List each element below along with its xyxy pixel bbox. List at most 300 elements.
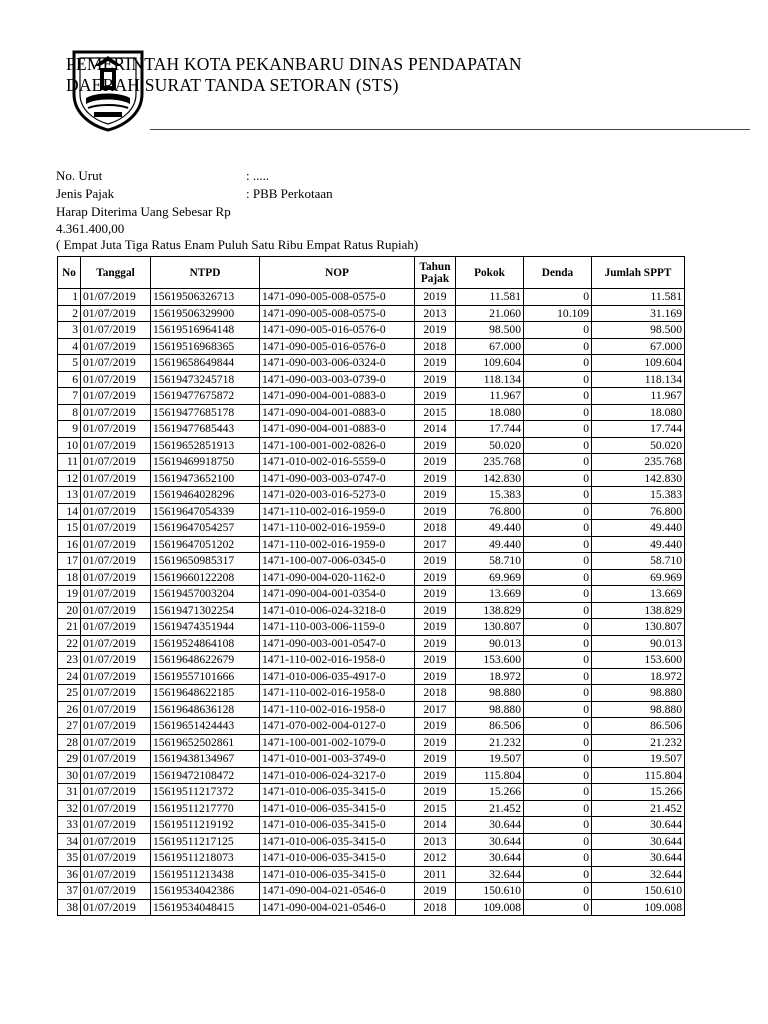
cell-tanggal: 01/07/2019 — [81, 817, 151, 834]
cell-denda: 0 — [524, 470, 592, 487]
cell-no: 32 — [58, 800, 81, 817]
cell-pokok: 58.710 — [456, 553, 524, 570]
cell-no: 20 — [58, 602, 81, 619]
cell-tahun: 2018 — [415, 338, 456, 355]
cell-pokok: 69.969 — [456, 569, 524, 586]
cell-jumlah: 58.710 — [592, 553, 685, 570]
cell-tahun: 2019 — [415, 553, 456, 570]
table-row — [58, 569, 685, 586]
cell-tahun: 2018 — [415, 899, 456, 916]
cell-denda: 0 — [524, 520, 592, 537]
cell-ntpd: 15619660122208 — [151, 569, 260, 586]
title-line-2: DAERAH SURAT TANDA SETORAN (STS) — [66, 75, 399, 95]
cell-ntpd: 15619438134967 — [151, 751, 260, 768]
header-ntpd: NTPD — [151, 257, 260, 289]
cell-ntpd: 15619464028296 — [151, 487, 260, 504]
cell-jumlah: 11.581 — [592, 289, 685, 306]
cell-tahun: 2011 — [415, 866, 456, 883]
cell-nop: 1471-090-004-001-0354-0 — [260, 586, 415, 603]
table-row — [58, 784, 685, 801]
cell-no: 19 — [58, 586, 81, 603]
cell-no: 4 — [58, 338, 81, 355]
table-row — [58, 800, 685, 817]
cell-tanggal: 01/07/2019 — [81, 553, 151, 570]
cell-nop: 1471-090-004-001-0883-0 — [260, 421, 415, 438]
cell-denda: 0 — [524, 536, 592, 553]
cell-tanggal: 01/07/2019 — [81, 668, 151, 685]
cell-nop: 1471-010-006-035-3415-0 — [260, 833, 415, 850]
cell-jumlah: 17.744 — [592, 421, 685, 438]
cell-ntpd: 15619477675872 — [151, 388, 260, 405]
cell-tanggal: 01/07/2019 — [81, 586, 151, 603]
cell-ntpd: 15619506329900 — [151, 305, 260, 322]
cell-tanggal: 01/07/2019 — [81, 784, 151, 801]
cell-ntpd: 15619511217372 — [151, 784, 260, 801]
cell-denda: 0 — [524, 718, 592, 735]
cell-pokok: 76.800 — [456, 503, 524, 520]
header-tahun-pajak: Tahun Pajak — [415, 257, 456, 289]
cell-nop: 1471-090-005-016-0576-0 — [260, 322, 415, 339]
cell-ntpd: 15619511219192 — [151, 817, 260, 834]
cell-no: 13 — [58, 487, 81, 504]
payment-table — [57, 256, 685, 916]
cell-pokok: 98.880 — [456, 701, 524, 718]
cell-no: 35 — [58, 850, 81, 867]
cell-pokok: 109.008 — [456, 899, 524, 916]
cell-pokok: 115.804 — [456, 767, 524, 784]
cell-no: 16 — [58, 536, 81, 553]
cell-ntpd: 15619648622185 — [151, 685, 260, 702]
cell-nop: 1471-090-003-003-0747-0 — [260, 470, 415, 487]
table-row — [58, 586, 685, 603]
cell-nop: 1471-010-006-035-3415-0 — [260, 817, 415, 834]
document-title — [66, 54, 522, 96]
cell-nop: 1471-100-001-002-0826-0 — [260, 437, 415, 454]
cell-tanggal: 01/07/2019 — [81, 751, 151, 768]
table-row — [58, 355, 685, 372]
cell-no: 17 — [58, 553, 81, 570]
cell-nop: 1471-110-002-016-1959-0 — [260, 503, 415, 520]
cell-tahun: 2019 — [415, 355, 456, 372]
cell-jumlah: 21.452 — [592, 800, 685, 817]
cell-pokok: 98.500 — [456, 322, 524, 339]
table-row — [58, 421, 685, 438]
cell-tanggal: 01/07/2019 — [81, 404, 151, 421]
header-tanggal: Tanggal — [81, 257, 151, 289]
cell-pokok: 130.807 — [456, 619, 524, 636]
cell-tanggal: 01/07/2019 — [81, 685, 151, 702]
cell-nop: 1471-020-003-016-5273-0 — [260, 487, 415, 504]
cell-jumlah: 31.169 — [592, 305, 685, 322]
cell-jumlah: 109.604 — [592, 355, 685, 372]
cell-tanggal: 01/07/2019 — [81, 635, 151, 652]
cell-denda: 0 — [524, 454, 592, 471]
cell-tahun: 2015 — [415, 404, 456, 421]
cell-tanggal: 01/07/2019 — [81, 619, 151, 636]
cell-nop: 1471-070-002-004-0127-0 — [260, 718, 415, 735]
cell-tanggal: 01/07/2019 — [81, 520, 151, 537]
cell-jumlah: 98.880 — [592, 685, 685, 702]
cell-denda: 0 — [524, 685, 592, 702]
cell-nop: 1471-090-004-001-0883-0 — [260, 404, 415, 421]
cell-jumlah: 130.807 — [592, 619, 685, 636]
cell-nop: 1471-010-006-024-3217-0 — [260, 767, 415, 784]
cell-denda: 10.109 — [524, 305, 592, 322]
cell-tanggal: 01/07/2019 — [81, 388, 151, 405]
cell-jumlah: 86.506 — [592, 718, 685, 735]
header-no: No — [58, 257, 81, 289]
cell-ntpd: 15619511217125 — [151, 833, 260, 850]
cell-no: 5 — [58, 355, 81, 372]
cell-nop: 1471-010-006-035-3415-0 — [260, 866, 415, 883]
cell-tanggal: 01/07/2019 — [81, 503, 151, 520]
cell-no: 9 — [58, 421, 81, 438]
jenis-pajak-label: Jenis Pajak — [56, 186, 115, 201]
cell-ntpd: 15619648622679 — [151, 652, 260, 669]
cell-nop: 1471-100-007-006-0345-0 — [260, 553, 415, 570]
cell-tanggal: 01/07/2019 — [81, 569, 151, 586]
cell-nop: 1471-010-006-035-3415-0 — [260, 850, 415, 867]
cell-denda: 0 — [524, 652, 592, 669]
cell-no: 1 — [58, 289, 81, 306]
cell-pokok: 32.644 — [456, 866, 524, 883]
cell-no: 27 — [58, 718, 81, 735]
cell-tanggal: 01/07/2019 — [81, 883, 151, 900]
cell-nop: 1471-010-006-024-3218-0 — [260, 602, 415, 619]
cell-ntpd: 15619557101666 — [151, 668, 260, 685]
cell-denda: 0 — [524, 784, 592, 801]
cell-tanggal: 01/07/2019 — [81, 701, 151, 718]
cell-pokok: 142.830 — [456, 470, 524, 487]
cell-tanggal: 01/07/2019 — [81, 487, 151, 504]
cell-denda: 0 — [524, 734, 592, 751]
cell-nop: 1471-010-002-016-5559-0 — [260, 454, 415, 471]
cell-no: 22 — [58, 635, 81, 652]
cell-denda: 0 — [524, 586, 592, 603]
cell-tahun: 2014 — [415, 817, 456, 834]
cell-denda: 0 — [524, 355, 592, 372]
table-row — [58, 899, 685, 916]
cell-no: 38 — [58, 899, 81, 916]
cell-denda: 0 — [524, 817, 592, 834]
cell-no: 34 — [58, 833, 81, 850]
cell-tanggal: 01/07/2019 — [81, 866, 151, 883]
cell-jumlah: 69.969 — [592, 569, 685, 586]
cell-jumlah: 30.644 — [592, 833, 685, 850]
cell-tahun: 2019 — [415, 668, 456, 685]
cell-nop: 1471-090-004-021-0546-0 — [260, 899, 415, 916]
cell-no: 2 — [58, 305, 81, 322]
cell-no: 6 — [58, 371, 81, 388]
cell-pokok: 138.829 — [456, 602, 524, 619]
cell-denda: 0 — [524, 338, 592, 355]
cell-jumlah: 32.644 — [592, 866, 685, 883]
table-row — [58, 734, 685, 751]
cell-denda: 0 — [524, 800, 592, 817]
cell-tanggal: 01/07/2019 — [81, 289, 151, 306]
cell-jumlah: 118.134 — [592, 371, 685, 388]
cell-nop: 1471-010-006-035-4917-0 — [260, 668, 415, 685]
table-row — [58, 322, 685, 339]
table-row — [58, 289, 685, 306]
cell-jumlah: 19.507 — [592, 751, 685, 768]
cell-tahun: 2019 — [415, 437, 456, 454]
cell-pokok: 17.744 — [456, 421, 524, 438]
cell-tahun: 2019 — [415, 586, 456, 603]
cell-pokok: 15.383 — [456, 487, 524, 504]
cell-tahun: 2019 — [415, 718, 456, 735]
amount-in-words: ( Empat Juta Tiga Ratus Enam Puluh Satu Ribu Empat Ratus Rupiah) — [56, 237, 419, 252]
cell-nop: 1471-110-002-016-1958-0 — [260, 701, 415, 718]
cell-nop: 1471-090-003-001-0547-0 — [260, 635, 415, 652]
cell-jumlah: 235.768 — [592, 454, 685, 471]
cell-no: 23 — [58, 652, 81, 669]
cell-tanggal: 01/07/2019 — [81, 322, 151, 339]
cell-jumlah: 142.830 — [592, 470, 685, 487]
cell-no: 26 — [58, 701, 81, 718]
cell-denda: 0 — [524, 668, 592, 685]
cell-nop: 1471-110-003-006-1159-0 — [260, 619, 415, 636]
table-row — [58, 487, 685, 504]
cell-tanggal: 01/07/2019 — [81, 338, 151, 355]
cell-nop: 1471-090-004-021-0546-0 — [260, 883, 415, 900]
cell-tanggal: 01/07/2019 — [81, 652, 151, 669]
cell-tahun: 2019 — [415, 602, 456, 619]
cell-nop: 1471-090-005-016-0576-0 — [260, 338, 415, 355]
cell-nop: 1471-110-002-016-1958-0 — [260, 685, 415, 702]
cell-jumlah: 21.232 — [592, 734, 685, 751]
header-nop: NOP — [260, 257, 415, 289]
cell-jumlah: 67.000 — [592, 338, 685, 355]
cell-nop: 1471-090-003-006-0324-0 — [260, 355, 415, 372]
cell-jumlah: 30.644 — [592, 850, 685, 867]
cell-pokok: 150.610 — [456, 883, 524, 900]
cell-pokok: 109.604 — [456, 355, 524, 372]
cell-tahun: 2019 — [415, 883, 456, 900]
cell-denda: 0 — [524, 289, 592, 306]
cell-pokok: 235.768 — [456, 454, 524, 471]
cell-no: 30 — [58, 767, 81, 784]
cell-denda: 0 — [524, 404, 592, 421]
cell-pokok: 118.134 — [456, 371, 524, 388]
cell-jumlah: 50.020 — [592, 437, 685, 454]
cell-no: 10 — [58, 437, 81, 454]
cell-jumlah: 115.804 — [592, 767, 685, 784]
title-line-1: PEMERINTAH KOTA PEKANBARU DINAS PENDAPATAN — [66, 54, 522, 74]
cell-nop: 1471-110-002-016-1959-0 — [260, 520, 415, 537]
cell-ntpd: 15619471302254 — [151, 602, 260, 619]
cell-denda: 0 — [524, 421, 592, 438]
table-row — [58, 536, 685, 553]
cell-tanggal: 01/07/2019 — [81, 767, 151, 784]
cell-tahun: 2019 — [415, 784, 456, 801]
cell-no: 31 — [58, 784, 81, 801]
cell-tanggal: 01/07/2019 — [81, 602, 151, 619]
cell-pokok: 18.080 — [456, 404, 524, 421]
cell-ntpd: 15619473245718 — [151, 371, 260, 388]
cell-tahun: 2019 — [415, 371, 456, 388]
cell-pokok: 50.020 — [456, 437, 524, 454]
cell-tahun: 2013 — [415, 833, 456, 850]
table-row — [58, 767, 685, 784]
cell-denda: 0 — [524, 899, 592, 916]
cell-tanggal: 01/07/2019 — [81, 718, 151, 735]
header-divider — [150, 129, 750, 130]
cell-jumlah: 138.829 — [592, 602, 685, 619]
cell-denda: 0 — [524, 701, 592, 718]
cell-pokok: 49.440 — [456, 520, 524, 537]
cell-pokok: 11.967 — [456, 388, 524, 405]
cell-ntpd: 15619650985317 — [151, 553, 260, 570]
cell-tanggal: 01/07/2019 — [81, 800, 151, 817]
cell-no: 29 — [58, 751, 81, 768]
cell-tanggal: 01/07/2019 — [81, 833, 151, 850]
cell-no: 11 — [58, 454, 81, 471]
cell-tanggal: 01/07/2019 — [81, 734, 151, 751]
table-row — [58, 833, 685, 850]
cell-nop: 1471-100-001-002-1079-0 — [260, 734, 415, 751]
cell-denda: 0 — [524, 751, 592, 768]
cell-jumlah: 90.013 — [592, 635, 685, 652]
cell-nop: 1471-090-004-001-0883-0 — [260, 388, 415, 405]
table-row — [58, 701, 685, 718]
cell-jumlah: 15.383 — [592, 487, 685, 504]
cell-jumlah: 11.967 — [592, 388, 685, 405]
table-row — [58, 850, 685, 867]
table-row — [58, 866, 685, 883]
cell-tanggal: 01/07/2019 — [81, 454, 151, 471]
cell-ntpd: 15619469918750 — [151, 454, 260, 471]
cell-tahun: 2017 — [415, 536, 456, 553]
cell-denda: 0 — [524, 602, 592, 619]
amount-value: 4.361.400,00 — [56, 221, 125, 236]
cell-ntpd: 15619534042386 — [151, 883, 260, 900]
cell-ntpd: 15619647054257 — [151, 520, 260, 537]
cell-jumlah: 98.880 — [592, 701, 685, 718]
cell-ntpd: 15619647054339 — [151, 503, 260, 520]
cell-denda: 0 — [524, 635, 592, 652]
table-header-row — [58, 257, 685, 289]
cell-tanggal: 01/07/2019 — [81, 899, 151, 916]
cell-nop: 1471-090-005-008-0575-0 — [260, 289, 415, 306]
jenis-pajak-value: : PBB Perkotaan — [246, 186, 333, 201]
cell-denda: 0 — [524, 322, 592, 339]
jenis-pajak-row — [56, 186, 333, 202]
table-row — [58, 817, 685, 834]
cell-ntpd: 15619516968365 — [151, 338, 260, 355]
cell-no: 7 — [58, 388, 81, 405]
cell-tahun: 2013 — [415, 305, 456, 322]
cell-pokok: 153.600 — [456, 652, 524, 669]
table-row — [58, 602, 685, 619]
cell-pokok: 49.440 — [456, 536, 524, 553]
cell-tahun: 2014 — [415, 421, 456, 438]
cell-tahun: 2019 — [415, 503, 456, 520]
cell-pokok: 11.581 — [456, 289, 524, 306]
table-row — [58, 883, 685, 900]
cell-ntpd: 15619516964148 — [151, 322, 260, 339]
cell-denda: 0 — [524, 619, 592, 636]
cell-no: 36 — [58, 866, 81, 883]
cell-denda: 0 — [524, 503, 592, 520]
cell-nop: 1471-110-002-016-1958-0 — [260, 652, 415, 669]
table-row — [58, 338, 685, 355]
table-row — [58, 619, 685, 636]
cell-jumlah: 15.266 — [592, 784, 685, 801]
cell-ntpd: 15619534048415 — [151, 899, 260, 916]
cell-no: 8 — [58, 404, 81, 421]
cell-pokok: 15.266 — [456, 784, 524, 801]
table-row — [58, 751, 685, 768]
cell-pokok: 21.060 — [456, 305, 524, 322]
cell-jumlah: 49.440 — [592, 520, 685, 537]
table-row — [58, 635, 685, 652]
table-row — [58, 503, 685, 520]
table-row — [58, 718, 685, 735]
table-row — [58, 652, 685, 669]
cell-tahun: 2017 — [415, 701, 456, 718]
no-urut-row — [56, 168, 270, 184]
cell-ntpd: 15619506326713 — [151, 289, 260, 306]
cell-ntpd: 15619647051202 — [151, 536, 260, 553]
cell-tahun: 2019 — [415, 751, 456, 768]
table-row — [58, 668, 685, 685]
cell-denda: 0 — [524, 833, 592, 850]
cell-tahun: 2019 — [415, 619, 456, 636]
cell-ntpd: 15619652502861 — [151, 734, 260, 751]
cell-denda: 0 — [524, 866, 592, 883]
cell-tahun: 2019 — [415, 734, 456, 751]
cell-denda: 0 — [524, 437, 592, 454]
cell-pokok: 18.972 — [456, 668, 524, 685]
cell-jumlah: 18.972 — [592, 668, 685, 685]
cell-tanggal: 01/07/2019 — [81, 470, 151, 487]
cell-ntpd: 15619652851913 — [151, 437, 260, 454]
table-row — [58, 404, 685, 421]
no-urut-value: : ..... — [246, 168, 270, 183]
cell-jumlah: 98.500 — [592, 322, 685, 339]
table-row — [58, 685, 685, 702]
cell-no: 12 — [58, 470, 81, 487]
cell-tahun: 2015 — [415, 800, 456, 817]
cell-no: 18 — [58, 569, 81, 586]
cell-tahun: 2019 — [415, 487, 456, 504]
cell-denda: 0 — [524, 388, 592, 405]
cell-nop: 1471-090-003-003-0739-0 — [260, 371, 415, 388]
cell-pokok: 13.669 — [456, 586, 524, 603]
cell-pokok: 86.506 — [456, 718, 524, 735]
cell-tanggal: 01/07/2019 — [81, 850, 151, 867]
cell-ntpd: 15619658649844 — [151, 355, 260, 372]
cell-ntpd: 15619477685443 — [151, 421, 260, 438]
cell-nop: 1471-090-004-020-1162-0 — [260, 569, 415, 586]
table-row — [58, 470, 685, 487]
cell-tahun: 2019 — [415, 454, 456, 471]
cell-pokok: 30.644 — [456, 850, 524, 867]
cell-jumlah: 150.610 — [592, 883, 685, 900]
cell-ntpd: 15619473652100 — [151, 470, 260, 487]
cell-pokok: 21.232 — [456, 734, 524, 751]
table-row — [58, 371, 685, 388]
cell-tahun: 2019 — [415, 569, 456, 586]
cell-tanggal: 01/07/2019 — [81, 355, 151, 372]
cell-no: 21 — [58, 619, 81, 636]
cell-ntpd: 15619511213438 — [151, 866, 260, 883]
cell-ntpd: 15619524864108 — [151, 635, 260, 652]
cell-denda: 0 — [524, 569, 592, 586]
cell-no: 33 — [58, 817, 81, 834]
cell-ntpd: 15619477685178 — [151, 404, 260, 421]
